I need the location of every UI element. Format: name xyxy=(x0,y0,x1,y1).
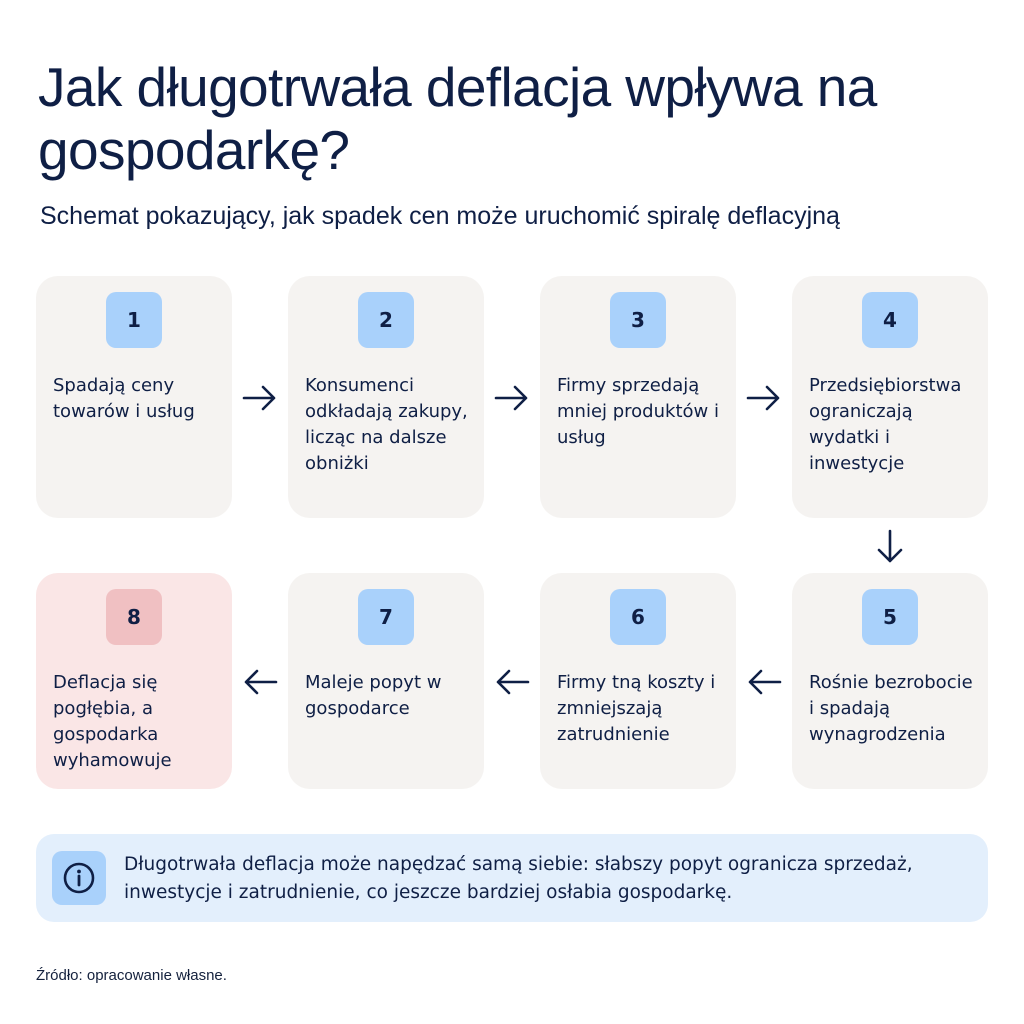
step-card-6 xyxy=(540,573,736,789)
step-card-2 xyxy=(288,276,484,518)
diagram-title: Jak długotrwała deflacja wpływa na gospodarkę? xyxy=(38,56,877,181)
step-text: Spadają ceny towarów i usług xyxy=(53,375,195,422)
step-number: 4 xyxy=(862,292,918,348)
step-card-8 xyxy=(36,573,232,789)
step-text: Firmy sprzedają mniej produktów i usług xyxy=(557,375,719,448)
diagram-subtitle: Schemat pokazujący, jak spadek cen może uruchomić spiralę deflacyjną xyxy=(40,202,840,230)
info-icon xyxy=(52,851,106,905)
step-text: Konsumenci odkładają zakupy, licząc na dalsze obniżki xyxy=(305,375,468,474)
arrow-down-icon xyxy=(870,527,910,567)
step-text: Deflacja się pogłębia, a gospodarka wyhamowuje xyxy=(53,672,172,771)
step-text: Firmy tną koszty i zmniejszają zatrudnienie xyxy=(557,672,716,745)
arrow-right-icon xyxy=(240,378,280,418)
step-number: 7 xyxy=(358,589,414,645)
arrow-left-icon xyxy=(744,662,784,702)
step-text: Przedsiębiorstwa ograniczają wydatki i inwestycje xyxy=(809,375,962,474)
arrow-left-icon xyxy=(240,662,280,702)
step-card-7 xyxy=(288,573,484,789)
step-number: 8 xyxy=(106,589,162,645)
step-number: 1 xyxy=(106,292,162,348)
step-number: 2 xyxy=(358,292,414,348)
step-text: Rośnie bezrobocie i spadają wynagrodzenia xyxy=(809,672,973,745)
source-caption: Źródło: opracowanie własne. xyxy=(36,967,227,984)
step-card-4 xyxy=(792,276,988,518)
step-card-5 xyxy=(792,573,988,789)
step-card-1 xyxy=(36,276,232,518)
arrow-left-icon xyxy=(492,662,532,702)
step-card-3 xyxy=(540,276,736,518)
info-note xyxy=(36,834,988,922)
step-text: Maleje popyt w gospodarce xyxy=(305,672,442,719)
step-number: 5 xyxy=(862,589,918,645)
step-number: 3 xyxy=(610,292,666,348)
arrow-right-icon xyxy=(744,378,784,418)
info-note-text: Długotrwała deflacja może napędzać samą siebie: słabszy popyt ogranicza sprzedaż, inwestycje i zatrudnienie, co jeszcze bardziej osłabia gospodarkę. xyxy=(124,854,913,903)
step-number: 6 xyxy=(610,589,666,645)
arrow-right-icon xyxy=(492,378,532,418)
